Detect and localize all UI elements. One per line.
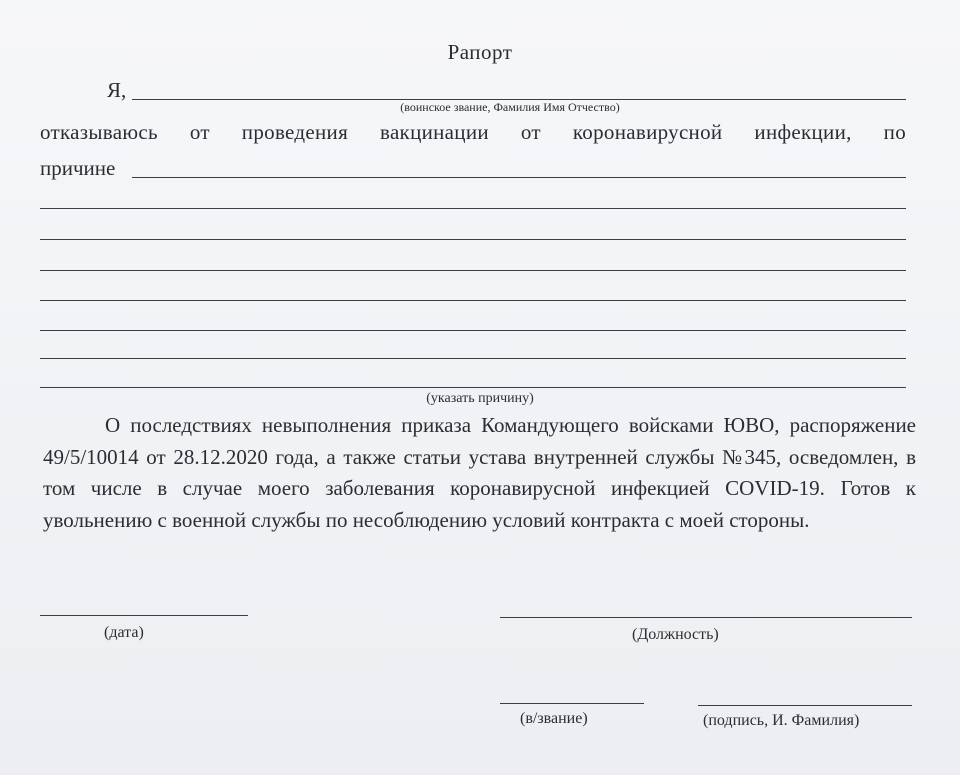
signature-caption: (подпись, И. Фамилия)	[703, 712, 860, 729]
reason-line-5[interactable]	[40, 300, 906, 301]
ya-label: Я,	[107, 78, 127, 102]
rank-name-caption: (воинское звание, Фамилия Имя Отчество)	[400, 100, 620, 114]
position-line[interactable]	[500, 617, 912, 618]
reason-line-1[interactable]	[132, 177, 906, 178]
reason-line-6[interactable]	[40, 330, 906, 331]
date-caption: (дата)	[104, 624, 144, 641]
reason-line-4[interactable]	[40, 270, 906, 271]
reason-line-8[interactable]	[40, 387, 906, 388]
signature-line[interactable]	[698, 705, 912, 706]
consequences-paragraph	[43, 410, 916, 536]
reason-label: причине	[40, 156, 116, 180]
refusal-text: отказываюсь от проведения вакцинации от коронавирусной инфекции, по	[40, 120, 906, 144]
reason-line-2[interactable]	[40, 208, 906, 209]
rank-line[interactable]	[500, 703, 644, 704]
reason-line-7[interactable]	[40, 358, 906, 359]
position-caption: (Должность)	[632, 626, 719, 643]
document-title: Рапорт	[447, 40, 513, 64]
reason-line-3[interactable]	[40, 239, 906, 240]
reason-caption: (указать причину)	[426, 391, 534, 406]
date-line[interactable]	[40, 615, 248, 616]
rank-caption: (в/звание)	[520, 710, 588, 727]
consequences-text: О последствиях невыполнения приказа Командующего войсками ЮВО, распоряжение 49/5/10014 от 28.12.2020 года, а также статьи устава внутренней службы №345, осведомлен, в том числе в случае моего заболевания коронавирусной инфекцией COVID-19. Готов к увольнению с военной службы по несоблюдению условий контракта с моей стороны.	[43, 413, 916, 532]
